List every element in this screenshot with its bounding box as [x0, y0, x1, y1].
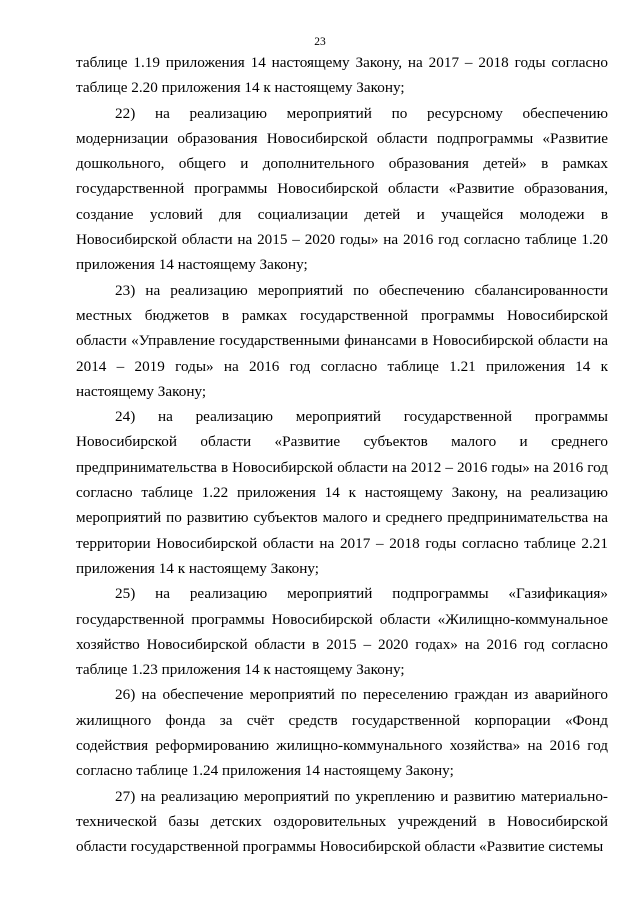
- document-body: [76, 50, 608, 860]
- paragraph-item-27: 27) на реализацию мероприятий по укреплению и развитию материально-технической базы детских оздоровительных учреждений в Новосибирской области государственной программы Новосибирской области «Развитие системы: [76, 787, 608, 856]
- paragraph-continuation: таблице 1.19 приложения 14 настоящему Закону, на 2017 – 2018 годы согласно таблице 2.20 приложения 14 к настоящему Закону;: [76, 54, 608, 97]
- paragraph-item-24: 24) на реализацию мероприятий государственной программы Новосибирской области «Развитие субъектов малого и среднего предпринимательства в Новосибирской области на 2012 – 2016 годы» на 2016 год согласно таблице 1.22 приложения 14 к настоящему Закону, на реализацию мероприятий по развитию субъектов малого и среднего предпринимательства на территории Новосибирской области на 2017 – 2018 годы согласно таблице 2.21 приложения 14 к настоящему Закону;: [76, 408, 608, 577]
- paragraph-item-25: 25) на реализацию мероприятий подпрограммы «Газификация» государственной программы Новосибирской области «Жилищно-коммунальное хозяйство Новосибирской области в 2015 – 2020 годах» на 2016 год согласно таблице 1.23 приложения 14 к настоящему Закону;: [76, 585, 608, 679]
- paragraph-item-23: 23) на реализацию мероприятий по обеспечению сбалансированности местных бюджетов в рамках государственной программы Новосибирской области «Управление государственными финансами в Новосибирской области на 2014 – 2019 годы» на 2016 год согласно таблице 1.21 приложения 14 к настоящему Закону;: [76, 281, 608, 400]
- paragraph-item-22: 22) на реализацию мероприятий по ресурсному обеспечению модернизации образования Новосибирской области подпрограммы «Развитие дошкольного, общего и дополнительного образования детей» в рамках государственной программы Новосибирской области «Развитие образования, создание условий для социализации детей и учащейся молодежи в Новосибирской области на 2015 – 2020 годы» на 2016 год согласно таблице 1.20 приложения 14 настоящему Закону;: [76, 104, 608, 274]
- page-number: 23: [314, 36, 326, 48]
- paragraph-item-26: 26) на обеспечение мероприятий по переселению граждан из аварийного жилищного фонда за счёт средств государственной корпорации «Фонд содействия реформированию жилищно-коммунального хозяйства» на 2016 год согласно таблице 1.24 приложения 14 настоящему Закону;: [76, 686, 608, 780]
